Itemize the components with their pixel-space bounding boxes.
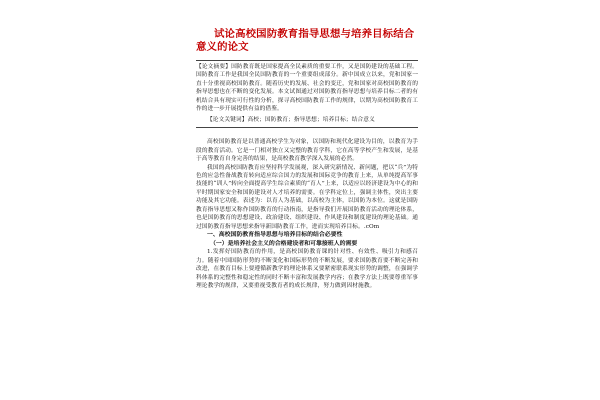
- body-paragraph-1: 高校国防教育是以普通高校学生为对象，以国防和现代化建设为目的，以教育为手段的教育活动。它是一门相对独立又完整的教育学科，它在高等学校产生和发展，是基于高等教育自身完善的结果，是高校教育教学深入发展的必然。: [196, 139, 418, 163]
- keywords-paragraph: [196, 116, 418, 124]
- document-title: 试论高校国防教育指导思想与培养目标结合意义的论文: [196, 28, 415, 53]
- keywords-text: 高校；国防教育；指导思想；培养目标；结合意义: [247, 116, 375, 123]
- section-heading: 一、高校国防教育指导思想与培养目标的结合必要性: [207, 231, 343, 239]
- abstract-text: 国防教育既是国家提高全民素质的重要工作，又是国防建设的基础工程。国防教育工作是我国全民国防教育的一个重要组成部分。新中国成立以来，党和国家一直十分重视高校国防教育。随着历史的发展、社会的变迁，党和国家对高校国防教育的指导思想也在不断的变化发展。本文试图通过对国防教育指导思想与培养目标二者的有机结合具有现实可行性的分析，探寻高校国防教育工作的规律，以期为高校国防教育工作的进一步开展提供有益的借鉴。: [196, 64, 418, 113]
- body-paragraph-2: 我国的高校国防教育应坚持科学发展观，深入研究新情况、新问题，把以“兵”为特色的应急性备战教育转向适应综合国力的发展和国际竞争的教育上来，从单纯提高军事技能的“训人”转向全面提高学生综合素质的“育人”上来，以适应以经济建设为中心的和平时期国家安全和国防建设对人才培养的需要。在学科定位上，强调主体性，突出主要功能及其它功能。表述为：以育人为基础，以高校为主体，以国防为本位。这就是国防教育指导思想又称作国防教育的行动指南，是指导我们开展国防教育活动的理论体系，也是国防教育的思想建设、政治建设、组织建设、作风建设和制度建设的理论基础。通过国防教育指导思想来指导新国防教育工作，进而实现培养目标。.cOm: [196, 164, 418, 230]
- abstract-label: 【论文摘要】: [196, 64, 232, 70]
- keywords-label: 【论文关键词】: [207, 116, 248, 123]
- body-paragraph-3: 1.发挥好国防教育的作用，是高校国防教育课的针对性、有效性、吸引力和感召力。随着中国国防形势的不断变化和国际形势的不断发展，要求国防教育要不断完善和改进，在教育目标上要遵循新教学的理论体系又要紧密联系现实形势的调整，在强调学科体系的完整性和稳定性的同时不断丰富和发展教学内容；在教学方法上既要尊重军事理论教学的规律，又要重视受教育者的成长规律，努力做到因材施教。: [196, 249, 418, 290]
- abstract-paragraph: [196, 63, 418, 114]
- document-page: [196, 28, 418, 373]
- abstract-block: [196, 60, 418, 128]
- subsection-heading: （一）是培养社会主义的合格建设者和可靠接班人的需要: [210, 239, 358, 247]
